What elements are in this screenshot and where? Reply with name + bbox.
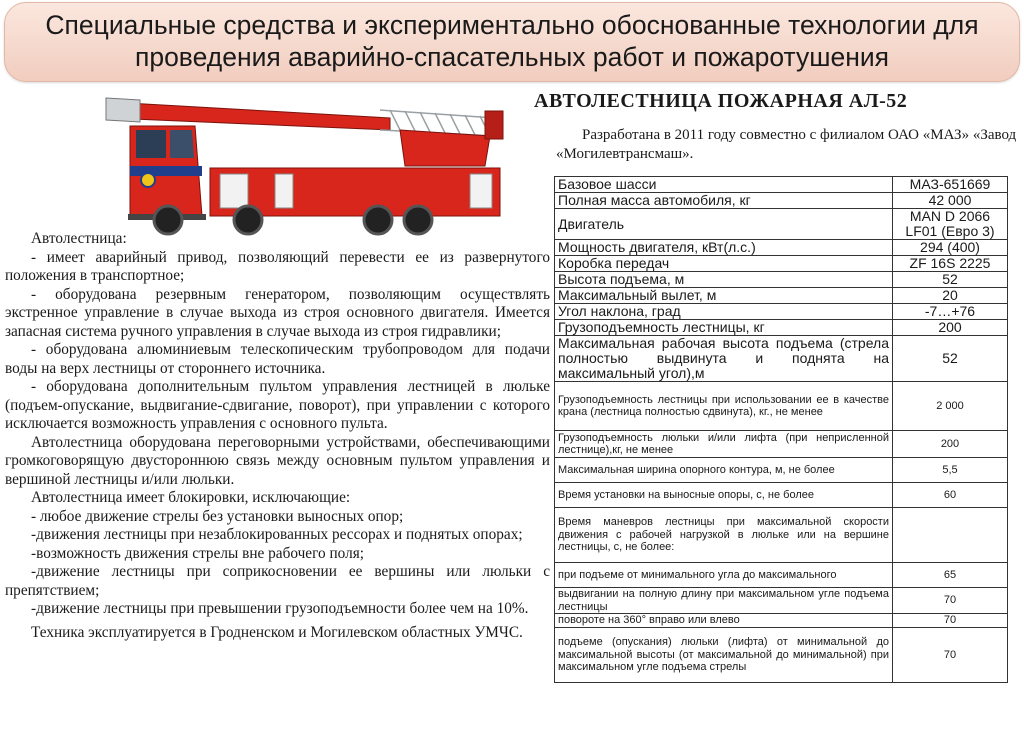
table-row [555,336,1008,382]
table-row [555,614,1008,628]
description-paragraph: -движение лестницы при соприкосновении ее вершины или люльки с препятствием; [5,563,550,599]
table-row [555,431,1008,458]
spec-label: Время установки на выносные опоры, с, не более [555,483,893,508]
description-paragraph: Техника эксплуатируется в Гродненском и Могилевском областных УМЧС. [31,623,523,641]
spec-label: Грузоподъемность лестницы, кг [555,320,893,336]
description-paragraph: - оборудована резервным генератором, позволяющим осуществлять экстренное управление в случае выхода из строя основного двигателя. Имеется запасная система ручного управления в случае выхода из строя гидравлики; [5,285,550,340]
spec-label: Максимальная ширина опорного контура, м, не более [555,458,893,483]
spec-label: Грузоподъемность люльки и/или лифта (при неприсленной лестнице),кг, не менее [555,431,893,458]
table-row [555,256,1008,272]
spec-label: Мощность двигателя, кВт(л.с.) [555,240,893,256]
spec-value: 70 [893,628,1008,683]
description-paragraph: - имеет аварийный привод, позволяющий перевести ее из развернутого положения в транспортное; [5,248,550,284]
table-row [555,177,1008,193]
table-row [555,588,1008,614]
banner-title [15,9,1009,73]
document-title: АВТОЛЕСТНИЦА ПОЖАРНАЯ АЛ-52 [534,90,908,112]
spec-value: 60 [893,483,1008,508]
description-paragraph: - оборудована дополнительным пультом управления лестницей в люльке (подъем-опускание, выдвигание-сдвигание, поворот), при управлении с которого исключается возможность управления с основного пульта. [5,378,550,432]
spec-value: 20 [893,288,1008,304]
banner-title-line-1: Специальные средства и экспериментально обоснованные технологии для [45,10,979,40]
spec-value: 65 [893,563,1008,588]
table-row [555,288,1008,304]
description-paragraph: - любое движение стрелы без установки выносных опор; [31,507,404,525]
description-text [5,230,550,642]
spec-label: Время маневров лестницы при максимальной скорости движения с рабочей нагрузкой в люльке или на вершине лестницы, с, не более: [555,508,893,563]
table-row [555,628,1008,683]
spec-value: 2 000 [893,382,1008,431]
spec-label: повороте на 360° вправо или влево [555,614,893,628]
intro-text [556,126,1022,164]
table-row [555,508,1008,563]
description-paragraph: - оборудована алюминиевым телескопическим трубопроводом для подачи воды на верх лестницы от стороннего источника. [5,341,550,377]
description-paragraph: Автолестница оборудована переговорными устройствами, обеспечивающими громкоговорящую двустороннюю связь между основным пультом управления и вершиной лестницы и/или люльки. [5,433,550,488]
table-row [555,193,1008,209]
spec-value: MAN D 2066 LF01 (Евро 3) [893,209,1008,240]
spec-label: Угол наклона, град [555,304,893,320]
spec-label: Максимальный вылет, м [555,288,893,304]
spec-value: 5,5 [893,458,1008,483]
spec-value: 52 [893,272,1008,288]
table-row [555,458,1008,483]
description-paragraph: Автолестница: [31,230,127,247]
spec-value: МАЗ-651669 [893,177,1008,193]
description-paragraph: -движение лестницы при превышении грузоподъемности более чем на 10%. [31,600,529,617]
spec-label: при подъеме от минимального угла до максимального [555,563,893,588]
fire-ladder-truck-image [100,96,520,238]
intro-paragraph: Разработана в 2011 году совместно с филиалом ОАО «МАЗ» «Завод «Могилевтрансмаш». [556,127,1017,162]
spec-label: Полная масса автомобиля, кг [555,193,893,209]
spec-value: ZF 16S 2225 [893,256,1008,272]
description-paragraph: Автолестница имеет блокировки, исключающие: [31,489,351,506]
spec-label: Грузоподъемность лестницы при использовании ее в качестве крана (лестница полностью сдвинута), кг., не менее [555,382,893,431]
spec-label: Базовое шасси [555,177,893,193]
title-banner [4,2,1020,82]
spec-value: 200 [893,431,1008,458]
spec-value: 70 [893,588,1008,614]
spec-value: 42 000 [893,193,1008,209]
table-row [555,563,1008,588]
table-row [555,240,1008,256]
banner-title-line-2: проведения аварийно-спасательных работ и пожаротушения [134,42,889,72]
table-row [555,209,1008,240]
spec-value: -7…+76 [893,304,1008,320]
spec-label: Двигатель [555,209,893,240]
spec-value: 200 [893,320,1008,336]
spec-label: Высота подъема, м [555,272,893,288]
table-row [555,320,1008,336]
table-row [555,483,1008,508]
spec-value: 52 [893,336,1008,382]
table-row [555,272,1008,288]
spec-value: 70 [893,614,1008,628]
description-paragraph: -движения лестницы при незаблокированных рессорах и поднятых опорах; [31,526,523,543]
table-row [555,304,1008,320]
table-row [555,382,1008,431]
spec-label: Коробка передач [555,256,893,272]
spec-label: выдвигании на полную длину при максимальном угле подъема лестницы [555,588,893,614]
spec-label: Максимальная рабочая высота подъема (стрела полностью выдвинута и поднята на максимальный угол),м [555,336,893,382]
spec-value: 294 (400) [893,240,1008,256]
spec-value [893,508,1008,563]
specifications-table [554,176,1008,683]
description-paragraph: -возможность движения стрелы вне рабочего поля; [31,544,365,562]
spec-label: подъеме (опускания) люльки (лифта) от минимальной до максимальной высоты (от максимальной до минимальной) при максимальном угле подъема стрелы [555,628,893,683]
